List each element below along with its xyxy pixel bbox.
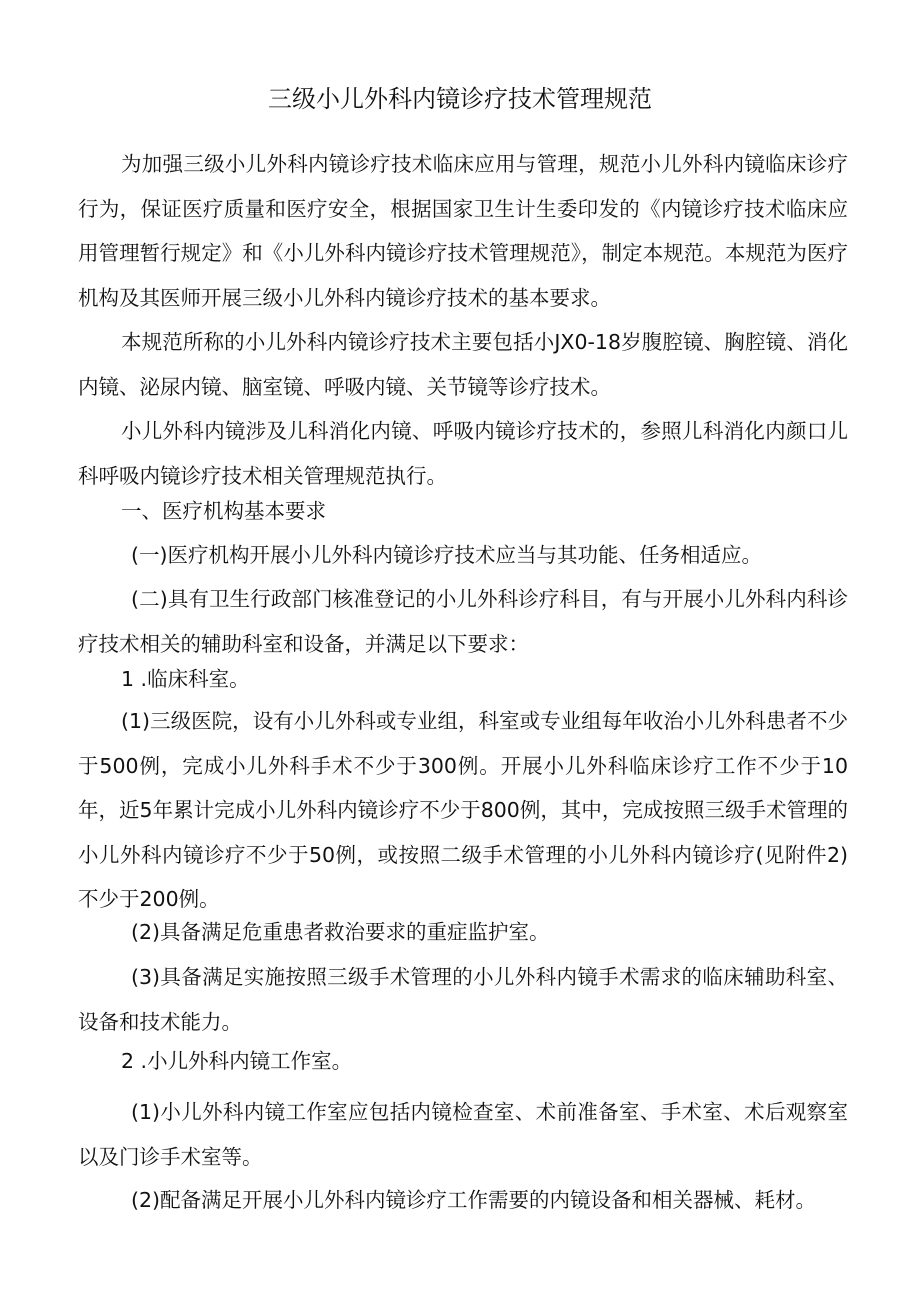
paragraph-reference: 小儿外科内镜涉及儿科消化内镜、呼吸内镜诊疗技术的，参照儿科消化内颜口儿科呼吸内镜诊疗技术相关管理规范执行。 <box>78 419 848 488</box>
requirement-1-2: (2)具备满足危重患者救治要求的重症监护室。 <box>131 920 550 944</box>
requirement-1-3: (3)具备满足实施按照三级手术管理的小儿外科内镜手术需求的临床辅助科室、设备和技术能力。 <box>78 965 848 1034</box>
paragraph-intro: 为加强三级小儿外科内镜诊疗技术临床应用与管理，规范小儿外科内镜临床诊疗行为，保证医疗质量和医疗安全，根据国家卫生计生委印发的《内镜诊疗技术临床应用管理暂行规定》和《小儿外科内镜诊疗技术管理规范》，制定本规范。本规范为医疗机构及其医师开展三级小儿外科内镜诊疗技术的基本要求。 <box>78 152 848 310</box>
subheading-clinical-department: 1 .临床科室。 <box>121 667 250 691</box>
subheading-endoscopy-room: 2 .小儿外科内镜工作室。 <box>121 1049 353 1073</box>
document-title: 三级小儿外科内镜诊疗技术管理规范 <box>268 85 652 113</box>
requirement-1-1: (1)三级医院，设有小儿外科或专业组，科室或专业组每年收治小儿外科患者不少于500例，完成小儿外科手术不少于300例。开展小儿外科临床诊疗工作不少于10年，近5年累计完成小儿外科内镜诊疗不少于800例，其中，完成按照三级手术管理的小儿外科内镜诊疗不少于50例，或按照二级手术管理的小儿外科内镜诊疗(见附件2)不少于200例。 <box>78 709 848 911</box>
clause-item-1: (一)医疗机构开展小儿外科内镜诊疗技术应当与其功能、任务相适应。 <box>131 543 762 567</box>
requirement-2-1: (1)小儿外科内镜工作室应包括内镜检查室、术前准备室、手术室、术后观察室以及门诊手术室等。 <box>78 1100 848 1169</box>
section-heading-institution-requirements: 一、医疗机构基本要求 <box>121 499 326 523</box>
requirement-2-2: (2)配备满足开展小儿外科内镜诊疗工作需要的内镜设备和相关器械、耗材。 <box>131 1188 817 1212</box>
clause-item-2: (二)具有卫生行政部门核准登记的小儿外科诊疗科目，有与开展小儿外科内科诊疗技术相关的辅助科室和设备，并满足以下要求： <box>78 587 848 656</box>
paragraph-scope: 本规范所称的小儿外科内镜诊疗技术主要包括小JX0-18岁腹腔镜、胸腔镜、消化内镜、泌尿内镜、脑室镜、呼吸内镜、关节镜等诊疗技术。 <box>78 330 848 399</box>
